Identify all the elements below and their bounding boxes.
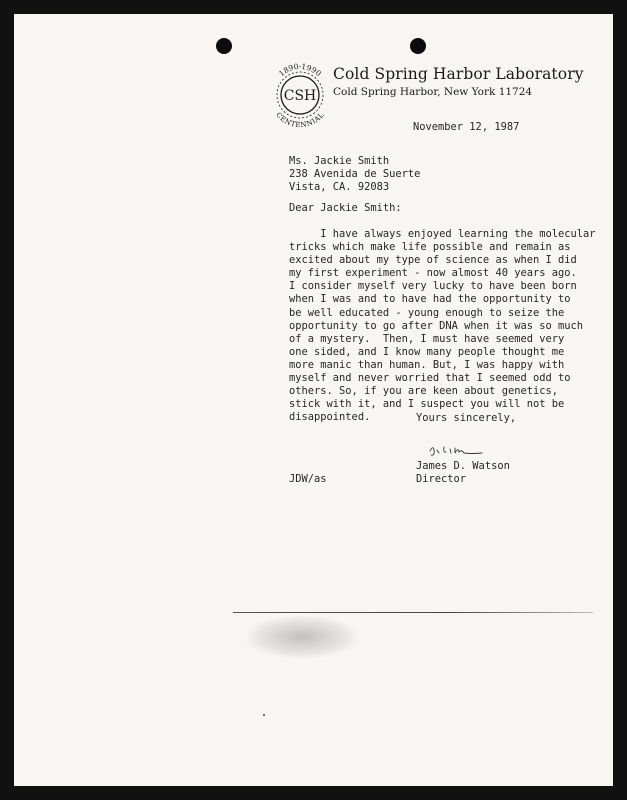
body-line: when I was and to have had the opportunity to [289, 293, 571, 306]
recipient-block [289, 155, 420, 194]
signer-title: Director [416, 473, 467, 486]
signer-name: James D. Watson [416, 460, 510, 472]
body-line: my first experiment - now almost 40 years ago. [289, 267, 577, 280]
body-line: excited about my type of science as when I did [289, 254, 577, 267]
signer-block [416, 460, 510, 486]
body-line: I have always enjoyed learning the molecular [289, 228, 596, 240]
typist-initials: JDW/as [289, 473, 327, 485]
body-line: stick with it, and I suspect you will not be [289, 398, 565, 411]
body-line: myself and never worried that I seemed odd to [289, 372, 571, 385]
body-line: one sided, and I know many people thought me [289, 345, 565, 358]
svg-text:1890-1990: 1890-1990 [277, 61, 323, 79]
body-line: opportunity to go after DNA when it was so much [289, 319, 584, 332]
recipient-name: Ms. Jackie Smith [289, 155, 390, 167]
organization-address: Cold Spring Harbor, New York 11724 [333, 86, 533, 98]
horizontal-rule [233, 612, 593, 613]
paper-speck [263, 714, 265, 716]
letter-date: November 12, 1987 [413, 121, 520, 133]
body-line: others. So, if you are keen about genetics, [289, 385, 558, 398]
paper-smudge [247, 616, 357, 658]
body-line: be well educated - young enough to seize the [289, 306, 565, 319]
letter-page [14, 14, 613, 786]
closing: Yours sincerely, [416, 412, 517, 424]
punch-hole-left [216, 38, 232, 54]
body-line: tricks which make life possible and remain as [289, 241, 571, 254]
organization-name: Cold Spring Harbor Laboratory [333, 65, 584, 83]
punch-hole-right [410, 38, 426, 54]
body-line: disappointed. [289, 411, 371, 424]
body-line: more manic than human. But, I was happy with [289, 358, 565, 371]
logo-initials: CSH [283, 88, 317, 104]
body-line: I consider myself very lucky to have been born [289, 280, 577, 293]
body-line: of a mystery. Then, I must have seemed very [289, 332, 565, 345]
recipient-city: Vista, CA. 92083 [289, 181, 390, 194]
salutation: Dear Jackie Smith: [289, 202, 402, 214]
recipient-street: 238 Avenida de Suerte [289, 168, 421, 181]
csh-centennial-logo [262, 57, 338, 133]
svg-text:CENTENNIAL: CENTENNIAL [274, 110, 326, 130]
letter-body [289, 228, 596, 424]
